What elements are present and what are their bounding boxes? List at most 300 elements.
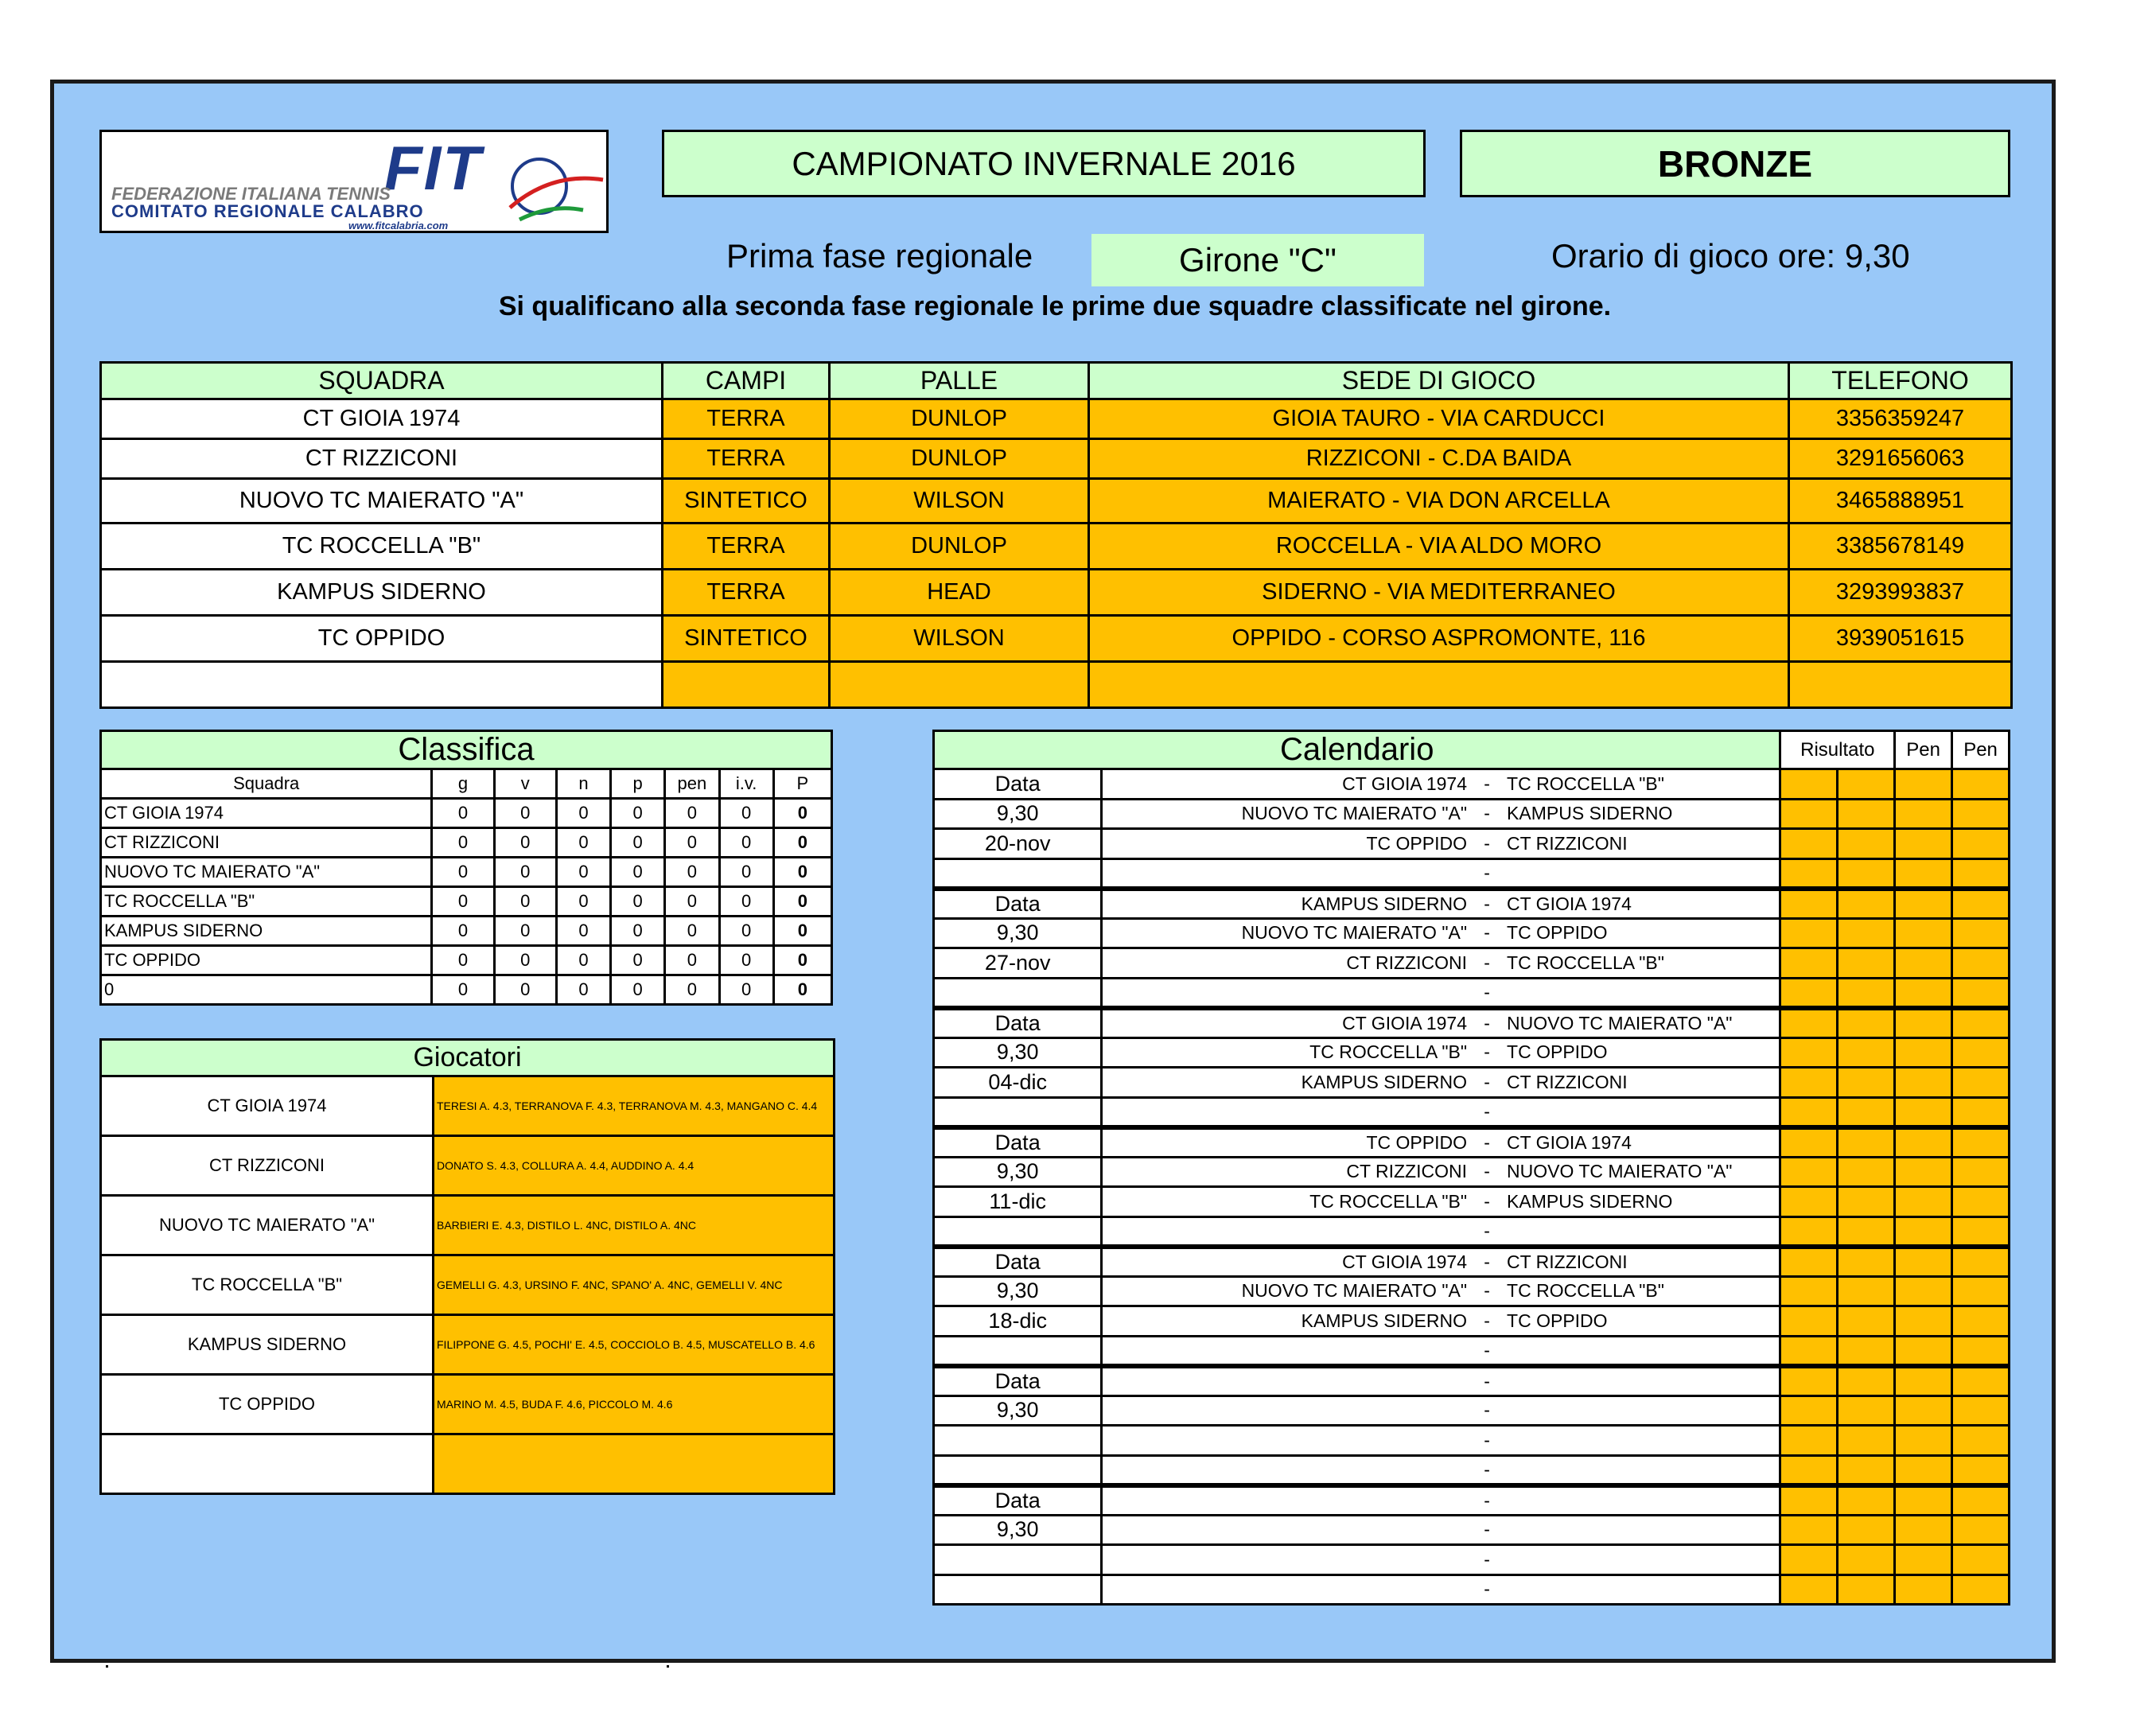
giocatori-team-name: TC OPPIDO — [101, 1375, 434, 1434]
calendario-vs-dash: - — [1472, 1068, 1502, 1098]
calendario-pen-cell — [1952, 769, 2010, 800]
teams-cell-telefono: 3291656063 — [1789, 439, 2012, 479]
calendario-pen-cell — [1895, 1306, 1952, 1337]
calendario-round-label — [934, 1455, 1102, 1485]
classifica-team-name: NUOVO TC MAIERATO "A" — [101, 858, 432, 887]
classifica-value: 0 — [773, 887, 831, 917]
classifica-value: 0 — [719, 917, 773, 946]
qualification-note: Si qualificano alla seconda fase regionale le prime due squadre classificate nel girone. — [498, 291, 1612, 321]
calendario-result-cell — [1780, 1485, 1838, 1516]
calendario-home-team: CT GIOIA 1974 — [1102, 1008, 1472, 1038]
table-row — [934, 1366, 2010, 1396]
calendario-vs-dash: - — [1472, 1515, 1502, 1545]
classifica-header-cell: p — [611, 769, 665, 799]
teams-cell-squadra — [101, 662, 663, 708]
calendario-result-cell — [1838, 1008, 1895, 1038]
calendario-vs-dash: - — [1472, 1097, 1502, 1127]
calendario-result-cell — [1838, 918, 1895, 948]
teams-cell-campi: TERRA — [663, 524, 830, 570]
calendario-result-cell — [1780, 948, 1838, 979]
giocatori-players: GEMELLI G. 4.3, URSINO F. 4NC, SPANO' A. 4NC, GEMELLI V. 4NC — [434, 1255, 835, 1315]
calendario-pen-cell — [1952, 1037, 2010, 1068]
table-row — [934, 1216, 2010, 1247]
classifica-value: 0 — [432, 858, 494, 887]
calendario-away-team: NUOVO TC MAIERATO "A" — [1502, 1157, 1780, 1187]
table-row — [934, 1426, 2010, 1456]
calendario-vs-dash: - — [1472, 1276, 1502, 1306]
calendario-result-cell — [1838, 1187, 1895, 1217]
calendario-pen-cell — [1952, 1276, 2010, 1306]
calendario-result-cell — [1838, 1216, 1895, 1247]
classifica-value: 0 — [719, 858, 773, 887]
teams-cell-sede: SIDERNO - VIA MEDITERRANEO — [1089, 570, 1789, 616]
classifica-team-name: TC ROCCELLA "B" — [101, 887, 432, 917]
calendario-home-team — [1102, 1545, 1472, 1575]
table-row — [101, 917, 832, 946]
girone-label: Girone "C" — [1091, 234, 1424, 286]
table-row — [934, 1515, 2010, 1545]
classifica-value: 0 — [773, 917, 831, 946]
teams-cell-telefono — [1789, 662, 2012, 708]
teams-header-squadra: SQUADRA — [101, 363, 663, 399]
calendario-pen-cell — [1895, 1157, 1952, 1187]
table-row — [934, 1485, 2010, 1516]
calendario-pen-cell — [1952, 1485, 2010, 1516]
table-row — [934, 1068, 2010, 1098]
teams-cell-telefono: 3293993837 — [1789, 570, 2012, 616]
calendario-pen-cell — [1895, 1008, 1952, 1038]
calendario-vs-dash: - — [1472, 1455, 1502, 1485]
classifica-team-name: TC OPPIDO — [101, 946, 432, 975]
classifica-value: 0 — [665, 917, 719, 946]
calendario-vs-dash: - — [1472, 769, 1502, 800]
classifica-value: 0 — [556, 887, 610, 917]
classifica-header-cell: g — [432, 769, 494, 799]
calendario-home-team — [1102, 1485, 1472, 1516]
logo-line-comitato: COMITATO REGIONALE CALABRO — [111, 201, 424, 221]
calendario-pen-cell — [1895, 978, 1952, 1008]
teams-cell-sede: RIZZICONI - C.DA BAIDA — [1089, 439, 1789, 479]
calendario-away-team — [1502, 1485, 1780, 1516]
calendario-pen-cell — [1952, 1157, 2010, 1187]
calendario-away-team: NUOVO TC MAIERATO "A" — [1502, 1008, 1780, 1038]
calendario-result-cell — [1780, 1127, 1838, 1158]
classifica-value: 0 — [494, 917, 556, 946]
calendario-away-team: CT GIOIA 1974 — [1502, 889, 1780, 919]
calendario-vs-dash: - — [1472, 1247, 1502, 1277]
teams-cell-telefono: 3385678149 — [1789, 524, 2012, 570]
teams-cell-campi: TERRA — [663, 439, 830, 479]
giocatori-players: DONATO S. 4.3, COLLURA A. 4.4, AUDDINO A. 4.4 — [434, 1136, 835, 1196]
classifica-value: 0 — [773, 828, 831, 858]
giocatori-table — [99, 1038, 835, 1495]
calendario-pen-cell — [1895, 1455, 1952, 1485]
calendario-home-team: NUOVO TC MAIERATO "A" — [1102, 1276, 1472, 1306]
table-row — [101, 946, 832, 975]
calendario-vs-dash: - — [1472, 1187, 1502, 1217]
classifica-header-cell: i.v. — [719, 769, 773, 799]
calendario-result-cell — [1780, 918, 1838, 948]
calendario-home-team: CT GIOIA 1974 — [1102, 769, 1472, 800]
calendario-result-cell — [1838, 1395, 1895, 1426]
calendario-result-cell — [1838, 1037, 1895, 1068]
classifica-value: 0 — [719, 799, 773, 828]
calendario-away-team — [1502, 1545, 1780, 1575]
calendario-round-label: Data — [934, 1127, 1102, 1158]
table-row — [101, 479, 2012, 524]
logo-website: www.fitcalabria.com — [348, 220, 449, 232]
level-title: BRONZE — [1460, 130, 2010, 197]
calendario-home-team: CT RIZZICONI — [1102, 1157, 1472, 1187]
classifica-value: 0 — [611, 858, 665, 887]
calendario-vs-dash: - — [1472, 1216, 1502, 1247]
orario-label: Orario di gioco ore: 9,30 — [1551, 237, 1910, 274]
table-row — [101, 570, 2012, 616]
calendario-pen-cell — [1895, 829, 1952, 859]
teams-cell-sede: OPPIDO - CORSO ASPROMONTE, 116 — [1089, 616, 1789, 662]
pen-header-1: Pen — [1895, 731, 1952, 769]
calendario-pen-cell — [1895, 918, 1952, 948]
calendario-round-label: Data — [934, 889, 1102, 919]
calendario-away-team — [1502, 1515, 1780, 1545]
calendario-result-cell — [1838, 1336, 1895, 1366]
calendario-pen-cell — [1952, 1515, 2010, 1545]
teams-cell-sede: MAIERATO - VIA DON ARCELLA — [1089, 479, 1789, 524]
calendario-away-team — [1502, 1455, 1780, 1485]
classifica-header-cell: v — [494, 769, 556, 799]
table-row — [101, 662, 2012, 708]
classifica-value: 0 — [432, 917, 494, 946]
risultato-header: Risultato — [1780, 731, 1895, 769]
classifica-header-cell: P — [773, 769, 831, 799]
calendario-home-team: TC OPPIDO — [1102, 1127, 1472, 1158]
teams-cell-palle: DUNLOP — [830, 399, 1089, 439]
giocatori-players: FILIPPONE G. 4.5, POCHI' E. 4.5, COCCIOLO B. 4.5, MUSCATELLO B. 4.6 — [434, 1315, 835, 1375]
calendario-vs-dash: - — [1472, 829, 1502, 859]
giocatori-players: MARINO M. 4.5, BUDA F. 4.6, PICCOLO M. 4.6 — [434, 1375, 835, 1434]
calendario-home-team: TC OPPIDO — [1102, 829, 1472, 859]
classifica-value: 0 — [719, 946, 773, 975]
calendario-round-label — [934, 1216, 1102, 1247]
calendario-home-team — [1102, 1455, 1472, 1485]
calendario-home-team — [1102, 1097, 1472, 1127]
calendario-away-team — [1502, 1216, 1780, 1247]
teams-cell-campi: SINTETICO — [663, 616, 830, 662]
calendario-away-team — [1502, 1574, 1780, 1605]
calendario-vs-dash: - — [1472, 1037, 1502, 1068]
classifica-value: 0 — [611, 799, 665, 828]
calendario-away-team — [1502, 1097, 1780, 1127]
table-row — [934, 1574, 2010, 1605]
table-row — [934, 1127, 2010, 1158]
giocatori-team-name: TC ROCCELLA "B" — [101, 1255, 434, 1315]
calendario-result-cell — [1838, 948, 1895, 979]
teams-header-telefono: TELEFONO — [1789, 363, 2012, 399]
table-row — [101, 1196, 835, 1255]
calendario-result-cell — [1838, 858, 1895, 889]
classifica-value: 0 — [665, 858, 719, 887]
teams-cell-squadra: KAMPUS SIDERNO — [101, 570, 663, 616]
calendario-pen-cell — [1895, 1366, 1952, 1396]
giocatori-team-name: CT RIZZICONI — [101, 1136, 434, 1196]
table-row — [934, 1545, 2010, 1575]
calendario-pen-cell — [1895, 948, 1952, 979]
calendario-round-label — [934, 1336, 1102, 1366]
teams-cell-telefono: 3939051615 — [1789, 616, 2012, 662]
calendario-pen-cell — [1952, 1097, 2010, 1127]
calendario-result-cell — [1838, 1366, 1895, 1396]
classifica-value: 0 — [556, 858, 610, 887]
calendario-result-cell — [1780, 1366, 1838, 1396]
calendario-round-label: 9,30 — [934, 799, 1102, 829]
classifica-value: 0 — [665, 887, 719, 917]
teams-table — [99, 361, 2013, 709]
calendario-away-team: KAMPUS SIDERNO — [1502, 1187, 1780, 1217]
giocatori-players — [434, 1434, 835, 1494]
calendario-result-cell — [1838, 1426, 1895, 1456]
classifica-team-name: CT GIOIA 1974 — [101, 799, 432, 828]
calendario-result-cell — [1838, 1127, 1895, 1158]
table-row — [934, 1455, 2010, 1485]
calendario-pen-cell — [1895, 1127, 1952, 1158]
calendario-vs-dash: - — [1472, 1485, 1502, 1516]
table-row — [934, 769, 2010, 800]
calendario-pen-cell — [1895, 1426, 1952, 1456]
calendario-round-label — [934, 1545, 1102, 1575]
calendario-result-cell — [1838, 889, 1895, 919]
calendario-result-cell — [1780, 978, 1838, 1008]
calendario-pen-cell — [1895, 1247, 1952, 1277]
fit-tennis-swoosh-icon — [504, 148, 607, 235]
fit-logo — [99, 130, 609, 233]
calendario-round-label: Data — [934, 1366, 1102, 1396]
teams-cell-squadra: TC ROCCELLA "B" — [101, 524, 663, 570]
calendario-vs-dash: - — [1472, 1306, 1502, 1337]
calendario-result-cell — [1838, 1306, 1895, 1337]
calendario-round-label: 18-dic — [934, 1306, 1102, 1337]
calendario-home-team — [1102, 1515, 1472, 1545]
calendario-home-team — [1102, 858, 1472, 889]
calendario-away-team: CT RIZZICONI — [1502, 1247, 1780, 1277]
table-row — [101, 828, 832, 858]
calendario-pen-cell — [1895, 1515, 1952, 1545]
calendario-result-cell — [1780, 858, 1838, 889]
calendario-vs-dash: - — [1472, 1545, 1502, 1575]
calendario-away-team: CT RIZZICONI — [1502, 829, 1780, 859]
calendario-result-cell — [1780, 799, 1838, 829]
calendario-round-label — [934, 1574, 1102, 1605]
table-row — [101, 616, 2012, 662]
calendario-home-team — [1102, 978, 1472, 1008]
calendario-result-cell — [1838, 1545, 1895, 1575]
teams-cell-campi: TERRA — [663, 570, 830, 616]
calendario-result-cell — [1838, 1574, 1895, 1605]
calendario-result-cell — [1780, 1545, 1838, 1575]
classifica-value: 0 — [494, 975, 556, 1005]
calendario-away-team — [1502, 1336, 1780, 1366]
calendario-vs-dash: - — [1472, 948, 1502, 979]
calendario-home-team: NUOVO TC MAIERATO "A" — [1102, 799, 1472, 829]
table-row — [934, 948, 2010, 979]
classifica-value: 0 — [773, 799, 831, 828]
calendario-away-team: CT RIZZICONI — [1502, 1068, 1780, 1098]
calendario-table — [932, 730, 2010, 1606]
calendario-round-label: 04-dic — [934, 1068, 1102, 1098]
calendario-pen-cell — [1895, 799, 1952, 829]
calendario-away-team — [1502, 1426, 1780, 1456]
calendario-away-team: TC ROCCELLA "B" — [1502, 769, 1780, 800]
classifica-team-name: 0 — [101, 975, 432, 1005]
classifica-value: 0 — [773, 946, 831, 975]
table-row — [101, 858, 832, 887]
logo-brand: FIT — [384, 133, 482, 203]
calendario-result-cell — [1780, 1157, 1838, 1187]
calendario-pen-cell — [1952, 1187, 2010, 1217]
teams-cell-squadra: NUOVO TC MAIERATO "A" — [101, 479, 663, 524]
teams-cell-palle: WILSON — [830, 479, 1089, 524]
logo-line-federazione: FEDERAZIONE ITALIANA TENNIS — [111, 184, 391, 204]
teams-cell-palle: HEAD — [830, 570, 1089, 616]
calendario-away-team: TC ROCCELLA "B" — [1502, 948, 1780, 979]
calendario-home-team: CT RIZZICONI — [1102, 948, 1472, 979]
calendario-result-cell — [1838, 799, 1895, 829]
classifica-header-cell: n — [556, 769, 610, 799]
calendario-pen-cell — [1895, 1068, 1952, 1098]
table-row — [101, 439, 2012, 479]
calendario-home-team — [1102, 1426, 1472, 1456]
table-row — [934, 1306, 2010, 1337]
calendario-pen-cell — [1895, 1097, 1952, 1127]
calendario-round-label — [934, 1097, 1102, 1127]
calendario-home-team — [1102, 1216, 1472, 1247]
calendario-home-team: KAMPUS SIDERNO — [1102, 1068, 1472, 1098]
teams-cell-squadra: TC OPPIDO — [101, 616, 663, 662]
calendario-result-cell — [1780, 1187, 1838, 1217]
calendario-result-cell — [1780, 889, 1838, 919]
calendario-pen-cell — [1952, 918, 2010, 948]
calendario-pen-cell — [1895, 1395, 1952, 1426]
classifica-value: 0 — [494, 858, 556, 887]
calendario-pen-cell — [1952, 1247, 2010, 1277]
classifica-value: 0 — [665, 975, 719, 1005]
calendario-round-label: Data — [934, 769, 1102, 800]
table-row — [934, 1008, 2010, 1038]
calendario-result-cell — [1780, 1426, 1838, 1456]
calendario-result-cell — [1780, 1008, 1838, 1038]
classifica-value: 0 — [665, 946, 719, 975]
giocatori-players: TERESI A. 4.3, TERRANOVA F. 4.3, TERRANOVA M. 4.3, MANGANO C. 4.4 — [434, 1076, 835, 1136]
table-row — [101, 1375, 835, 1434]
table-row — [101, 1315, 835, 1375]
classifica-value: 0 — [432, 946, 494, 975]
calendario-result-cell — [1780, 1515, 1838, 1545]
calendario-away-team — [1502, 978, 1780, 1008]
giocatori-team-name: CT GIOIA 1974 — [101, 1076, 434, 1136]
calendario-result-cell — [1780, 1037, 1838, 1068]
calendario-pen-cell — [1952, 1336, 2010, 1366]
calendario-vs-dash: - — [1472, 799, 1502, 829]
calendario-round-label: 27-nov — [934, 948, 1102, 979]
calendario-vs-dash: - — [1472, 889, 1502, 919]
classifica-value: 0 — [556, 828, 610, 858]
calendario-pen-cell — [1952, 1395, 2010, 1426]
calendario-pen-cell — [1952, 858, 2010, 889]
classifica-value: 0 — [719, 887, 773, 917]
teams-cell-palle: DUNLOP — [830, 439, 1089, 479]
calendario-result-cell — [1780, 1306, 1838, 1337]
calendario-result-cell — [1780, 1395, 1838, 1426]
teams-cell-telefono: 3465888951 — [1789, 479, 2012, 524]
calendario-result-cell — [1780, 1455, 1838, 1485]
calendario-pen-cell — [1952, 1127, 2010, 1158]
calendario-away-team: CT GIOIA 1974 — [1502, 1127, 1780, 1158]
calendario-pen-cell — [1895, 1485, 1952, 1516]
calendario-vs-dash: - — [1472, 978, 1502, 1008]
calendario-pen-cell — [1895, 1545, 1952, 1575]
classifica-value: 0 — [494, 799, 556, 828]
calendario-home-team — [1102, 1574, 1472, 1605]
calendario-away-team: TC OPPIDO — [1502, 1306, 1780, 1337]
giocatori-title: Giocatori — [101, 1040, 835, 1076]
calendario-vs-dash: - — [1472, 1366, 1502, 1396]
page-mark — [667, 1665, 669, 1668]
table-row — [934, 1037, 2010, 1068]
classifica-value: 0 — [432, 799, 494, 828]
classifica-value: 0 — [611, 946, 665, 975]
teams-cell-sede: GIOIA TAURO - VIA CARDUCCI — [1089, 399, 1789, 439]
calendario-away-team — [1502, 858, 1780, 889]
classifica-value: 0 — [432, 828, 494, 858]
calendario-round-label: Data — [934, 1247, 1102, 1277]
calendario-vs-dash: - — [1472, 918, 1502, 948]
table-row — [934, 799, 2010, 829]
calendario-result-cell — [1780, 1336, 1838, 1366]
calendario-result-cell — [1780, 1216, 1838, 1247]
table-row — [101, 524, 2012, 570]
calendario-home-team — [1102, 1366, 1472, 1396]
table-row — [101, 1136, 835, 1196]
calendario-pen-cell — [1895, 889, 1952, 919]
classifica-table — [99, 730, 833, 1006]
table-row — [934, 829, 2010, 859]
calendario-vs-dash: - — [1472, 1127, 1502, 1158]
calendario-result-cell — [1838, 1485, 1895, 1516]
teams-cell-squadra: CT RIZZICONI — [101, 439, 663, 479]
classifica-value: 0 — [432, 887, 494, 917]
calendario-vs-dash: - — [1472, 1008, 1502, 1038]
calendario-home-team — [1102, 1336, 1472, 1366]
calendario-round-label: 20-nov — [934, 829, 1102, 859]
calendario-round-label: 9,30 — [934, 1515, 1102, 1545]
calendario-result-cell — [1780, 1574, 1838, 1605]
classifica-value: 0 — [665, 828, 719, 858]
classifica-value: 0 — [611, 917, 665, 946]
giocatori-players: BARBIERI E. 4.3, DISTILO L. 4NC, DISTILO A. 4NC — [434, 1196, 835, 1255]
teams-header-sede: SEDE DI GIOCO — [1089, 363, 1789, 399]
calendario-home-team: TC ROCCELLA "B" — [1102, 1187, 1472, 1217]
calendario-result-cell — [1780, 1097, 1838, 1127]
classifica-value: 0 — [494, 887, 556, 917]
calendario-result-cell — [1780, 769, 1838, 800]
table-row — [934, 1276, 2010, 1306]
classifica-value: 0 — [494, 946, 556, 975]
teams-cell-sede: ROCCELLA - VIA ALDO MORO — [1089, 524, 1789, 570]
calendario-pen-cell — [1952, 1455, 2010, 1485]
giocatori-team-name: NUOVO TC MAIERATO "A" — [101, 1196, 434, 1255]
teams-cell-palle: WILSON — [830, 616, 1089, 662]
table-row — [101, 1255, 835, 1315]
calendario-away-team: TC ROCCELLA "B" — [1502, 1276, 1780, 1306]
